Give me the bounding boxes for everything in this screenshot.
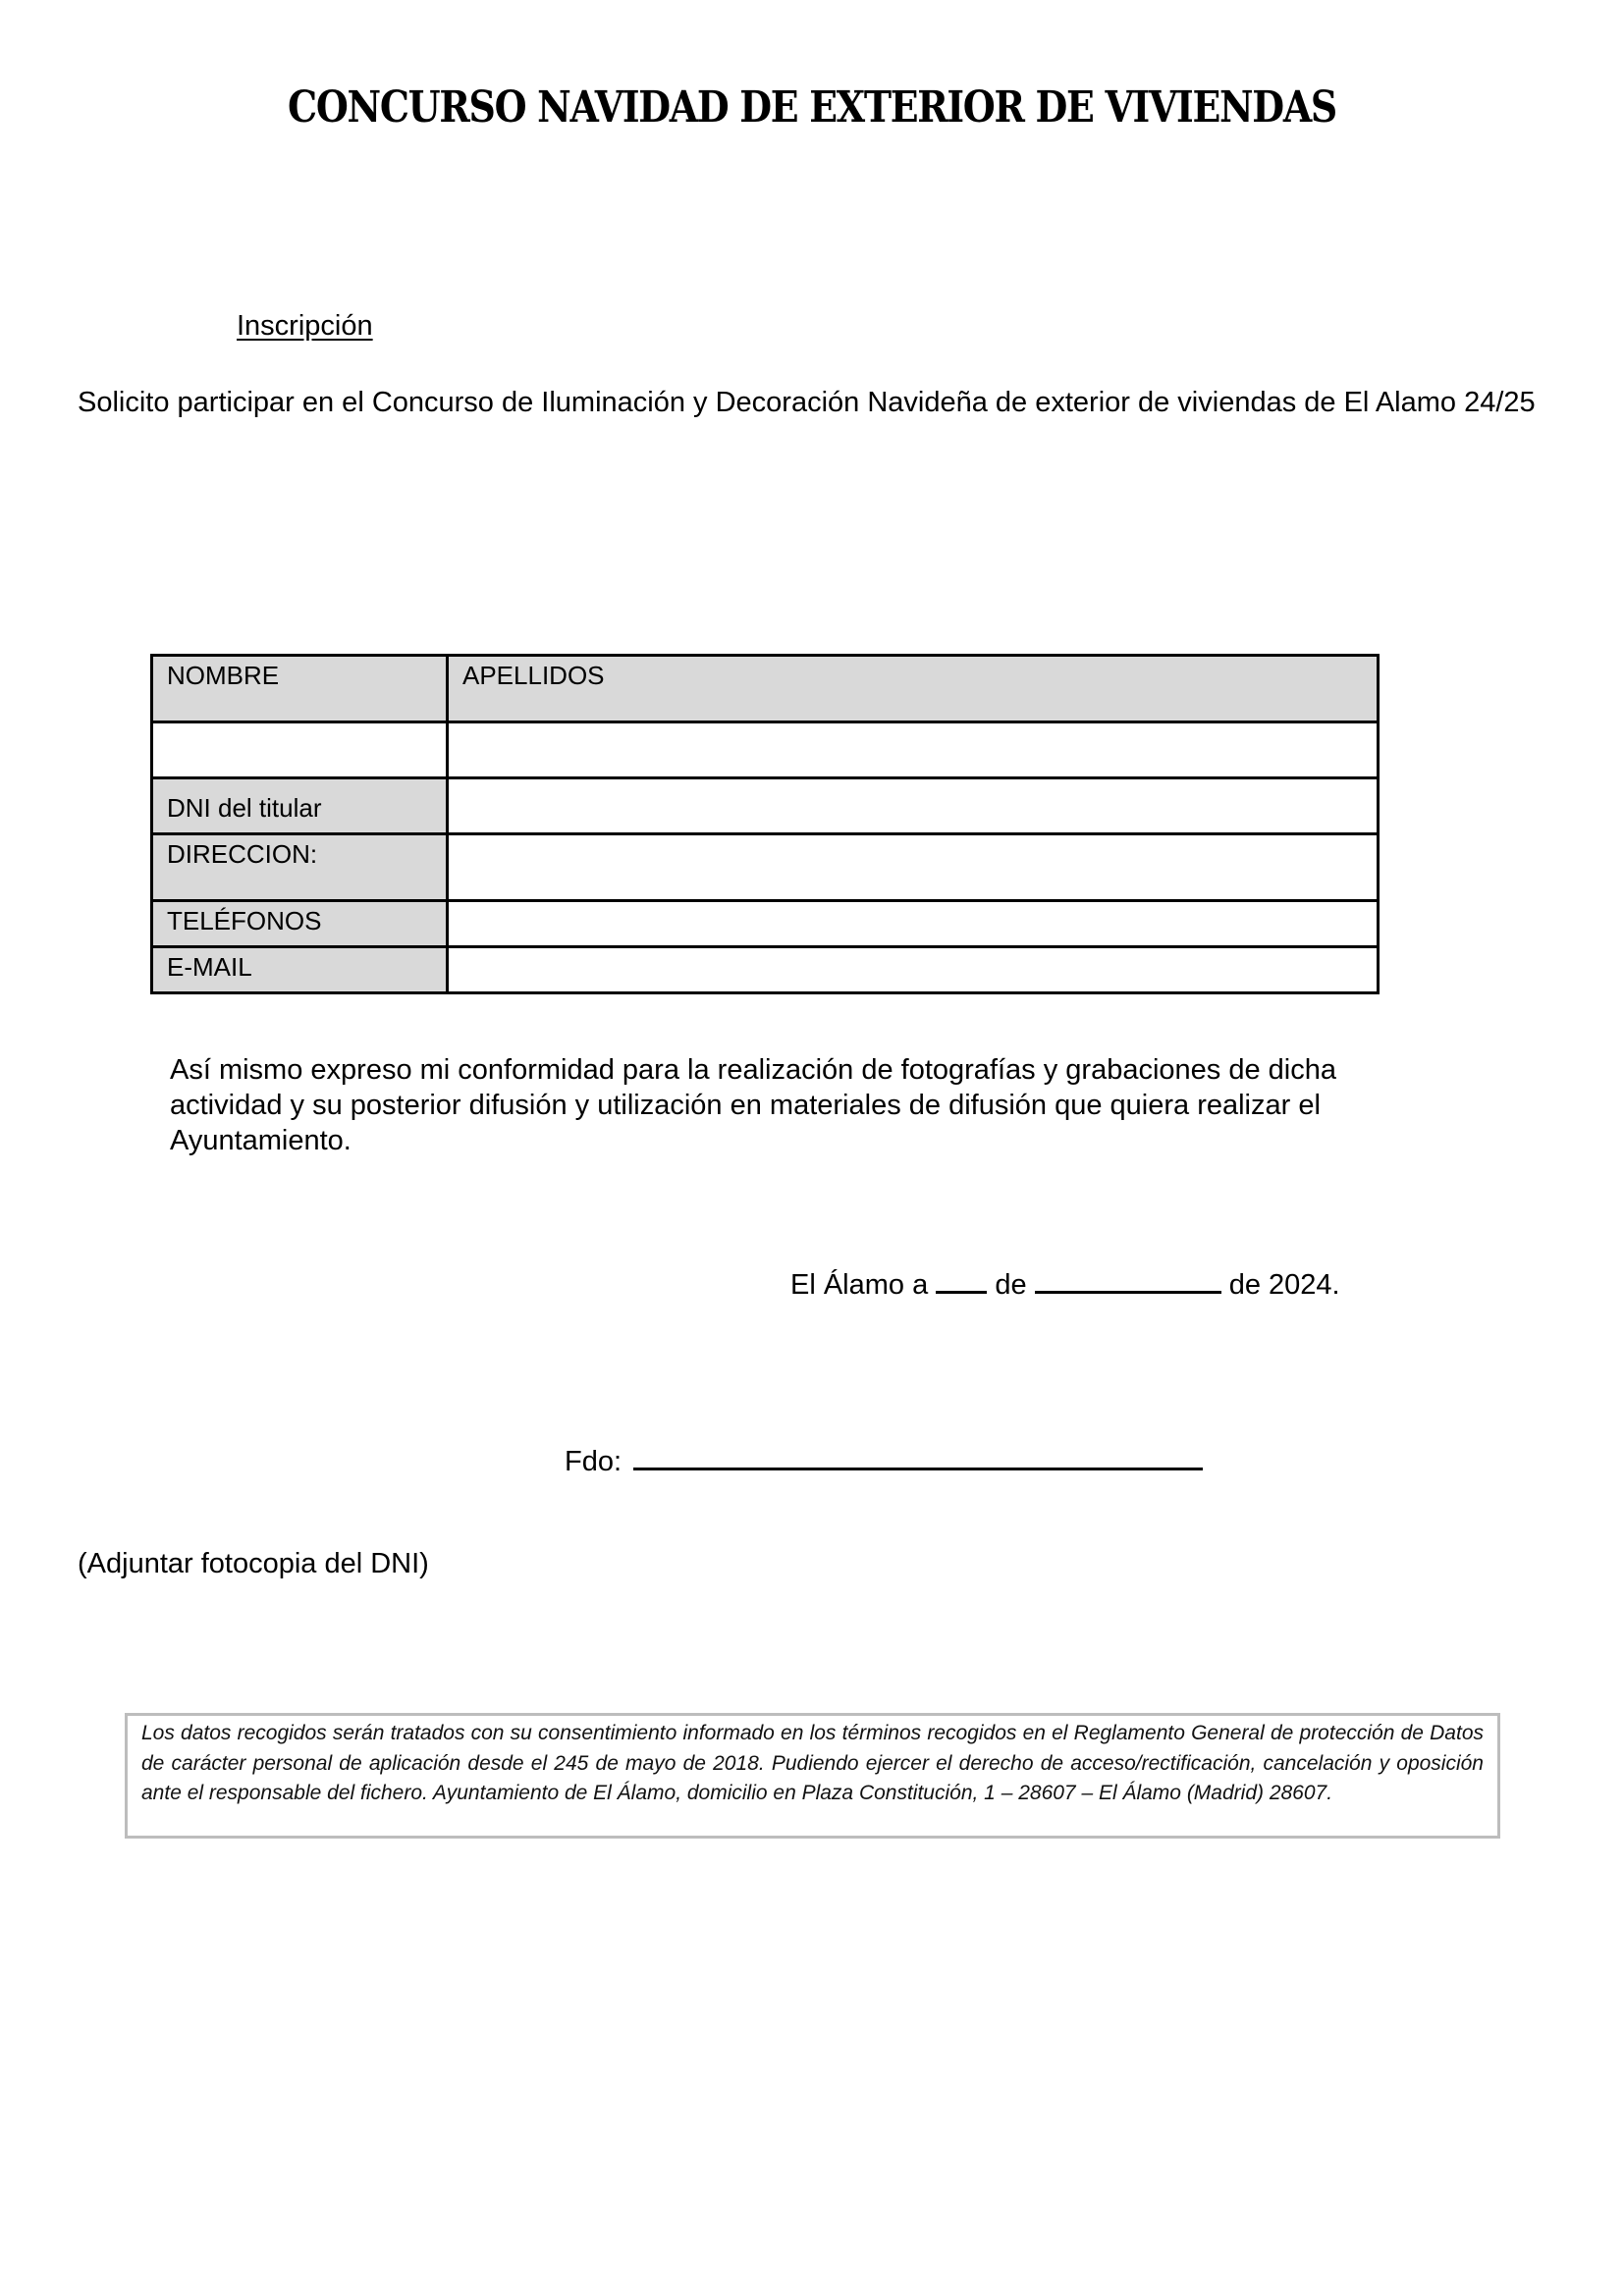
attachment-note: (Adjuntar fotocopia del DNI) xyxy=(78,1548,429,1579)
direccion-input-cell[interactable] xyxy=(448,834,1379,901)
direccion-label: DIRECCION: xyxy=(167,839,318,869)
telefonos-value xyxy=(462,902,1363,906)
dni-label: DNI del titular xyxy=(167,793,322,823)
signature-line xyxy=(565,1446,1203,1478)
telefonos-input-cell[interactable] xyxy=(448,901,1379,947)
dni-input-cell[interactable] xyxy=(448,778,1379,834)
signature-label: Fdo: xyxy=(565,1446,623,1477)
row-value xyxy=(462,723,1363,727)
table-row xyxy=(152,834,1379,901)
dni-value xyxy=(462,779,1363,783)
document-title: CONCURSO NAVIDAD DE EXTERIOR DE VIVIENDAS xyxy=(288,82,1336,133)
nombre-header: NOMBRE xyxy=(167,661,280,690)
date-line xyxy=(790,1269,1340,1302)
table-row xyxy=(152,722,1379,778)
consent-paragraph: Así mismo expreso mi conformidad para la realización de fotografías y grabaciones de dicha actividad y su posterior difusión y utilización en materiales de difusión que quiera realizar el Ayuntamiento. xyxy=(170,1054,1336,1156)
email-label-cell xyxy=(152,947,448,993)
table-row xyxy=(152,901,1379,947)
section-heading: Inscripción xyxy=(237,310,373,342)
telefonos-label-cell xyxy=(152,901,448,947)
date-middle: de xyxy=(987,1269,1035,1301)
signature-blank[interactable] xyxy=(633,1446,1203,1470)
direccion-value xyxy=(462,835,1363,839)
apellidos-header-cell xyxy=(448,656,1379,722)
nombre-input-cell[interactable] xyxy=(152,722,448,778)
table-row xyxy=(152,947,1379,993)
date-prefix: El Álamo a xyxy=(790,1269,937,1301)
privacy-notice-text: Los datos recogidos serán tratados con su consentimiento informado en los términos recogidos en el Reglamento General de protección de Datos de carácter personal de aplicación desde el 245 de mayo de 2018. Pudiendo ejercer el derecho de acceso/rectificación, cancelación y oposición ante el responsable del fichero. Ayuntamiento de El Álamo, domicilio en Plaza Constitución, 1 – 28607 – El Álamo (Madrid) 28607. xyxy=(141,1722,1484,1804)
table-row xyxy=(152,778,1379,834)
email-value xyxy=(462,948,1363,952)
registration-form-table xyxy=(150,654,1380,994)
telefonos-label: TELÉFONOS xyxy=(167,906,322,935)
privacy-notice-box xyxy=(125,1713,1500,1839)
apellidos-header: APELLIDOS xyxy=(462,661,605,690)
nombre-header-cell xyxy=(152,656,448,722)
intro-paragraph: Solicito participar en el Concurso de Iluminación y Decoración Navideña de exterior de viviendas de El Alamo 24/25 xyxy=(78,387,1536,418)
table-header-row xyxy=(152,656,1379,722)
row-label xyxy=(167,723,432,727)
month-blank[interactable] xyxy=(1035,1269,1221,1294)
apellidos-input-cell[interactable] xyxy=(448,722,1379,778)
date-suffix: de 2024. xyxy=(1220,1269,1340,1301)
dni-label-cell xyxy=(152,778,448,834)
day-blank[interactable] xyxy=(936,1269,987,1294)
email-label: E-MAIL xyxy=(167,952,252,982)
direccion-label-cell xyxy=(152,834,448,901)
email-input-cell[interactable] xyxy=(448,947,1379,993)
